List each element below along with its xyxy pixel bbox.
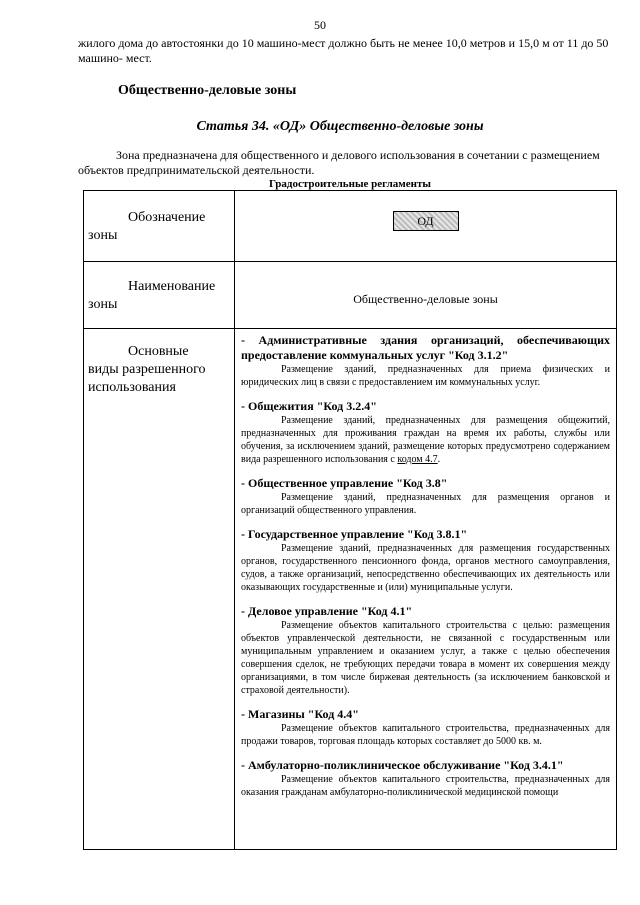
use-title: - Магазины "Код 4.4" xyxy=(241,707,359,721)
list-item xyxy=(241,527,610,594)
use-title: - Административные здания организаций, обеспечивающих предоставление коммунальных услуг "Код 3.1.2" xyxy=(241,333,610,362)
permitted-uses-label-3: использования xyxy=(88,380,176,395)
table-row xyxy=(84,191,617,262)
use-description: Размещение объектов капитального строительства с целью: размещения объектов управленческой деятельности, не связанной с государственным или муниципальным управлением и оказанием услуг, а также с целью обеспечения совершения сделок, не требующих передачи товара в момент их совершения между организациями, в том числе биржевая деятельность (за исключением банковской и страховой деятельности). xyxy=(241,620,610,696)
use-description: Размещение зданий, предназначенных для размещения государственных органов, государственного пенсионного фонда, органов местного самоуправления, судов, а также организаций, непосредственно обеспечивающих их деятельность или оказывающих государственные и (или) муниципальные услуги. xyxy=(241,543,610,593)
use-description: Размещение зданий, предназначенных для приема физических и юридических лиц в связи с предоставлением им коммунальных услуг. xyxy=(241,364,610,388)
table-row xyxy=(84,329,617,850)
list-item xyxy=(241,399,610,466)
use-description-text: Размещение зданий, предназначенных для размещения общежитий, предназначенных для проживания граждан на время их работы, службы или обучения, за исключением зданий, размещение которых предусмотрено содержанием вида разрешенного использования с xyxy=(241,415,610,465)
permitted-uses-list xyxy=(235,329,616,849)
table-value-cell xyxy=(235,191,617,262)
table-label-cell xyxy=(84,191,235,262)
list-item xyxy=(241,333,610,389)
intro-paragraph: жилого дома до автостоянки до 10 машино-мест должно быть не менее 10,0 метров и 15,0 м от 11 до 50 машино- мест. xyxy=(78,36,609,65)
use-description xyxy=(241,414,610,466)
use-title: - Деловое управление "Код 4.1" xyxy=(241,604,413,618)
zone-description-text: Зона предназначена для общественного и делового использования в сочетании с размещением объектов предпринимательской деятельности. xyxy=(78,148,600,177)
use-title: - Общественное управление "Код 3.8" xyxy=(241,476,448,490)
table-value-cell xyxy=(235,329,617,850)
use-title: - Амбулаторно-поликлиническое обслуживание "Код 3.4.1" xyxy=(241,758,564,772)
zone-name-value: Общественно-деловые зоны xyxy=(353,292,498,306)
use-description: Размещение объектов капитального строительства, предназначенных для оказания гражданам амбулаторно-поликлинической медицинской помощи xyxy=(241,774,610,798)
table-label-cell xyxy=(84,262,235,329)
permitted-uses-label: Основные xyxy=(128,344,189,359)
zone-code-badge: ОД xyxy=(393,211,459,231)
regulations-title: Градостроительные регламенты xyxy=(268,178,431,190)
zone-name-label: Наименование xyxy=(128,279,216,294)
zone-designation-label-2: зоны xyxy=(88,228,118,243)
code-link[interactable]: кодом 4.7 xyxy=(397,454,438,465)
article-title: Статья 34. «ОД» Общественно-деловые зоны xyxy=(196,119,484,134)
use-title: - Общежития "Код 3.2.4" xyxy=(241,399,377,413)
table-row xyxy=(84,262,617,329)
use-description-end: . xyxy=(437,454,441,465)
list-item xyxy=(241,707,610,748)
list-item xyxy=(241,476,610,517)
regulations-table xyxy=(83,190,617,850)
page-number: 50 xyxy=(314,18,326,32)
permitted-uses-label-2: виды разрешенного xyxy=(88,362,206,377)
table-label-cell xyxy=(84,329,235,850)
zone-name-label-2: зоны xyxy=(88,297,118,312)
list-item xyxy=(241,758,610,799)
table-value-cell xyxy=(235,262,617,329)
section-title: Общественно-деловые зоны xyxy=(118,83,297,98)
use-description: Размещение объектов капитального строительства, предназначенных для продажи товаров, торговая площадь которых составляет до 5000 кв. м. xyxy=(241,723,610,747)
zone-designation-label: Обозначение xyxy=(128,210,206,225)
use-title: - Государственное управление "Код 3.8.1" xyxy=(241,527,468,541)
use-description: Размещение зданий, предназначенных для размещения органов и организаций общественного управления. xyxy=(241,492,610,516)
list-item xyxy=(241,604,610,697)
zone-description xyxy=(78,148,618,178)
